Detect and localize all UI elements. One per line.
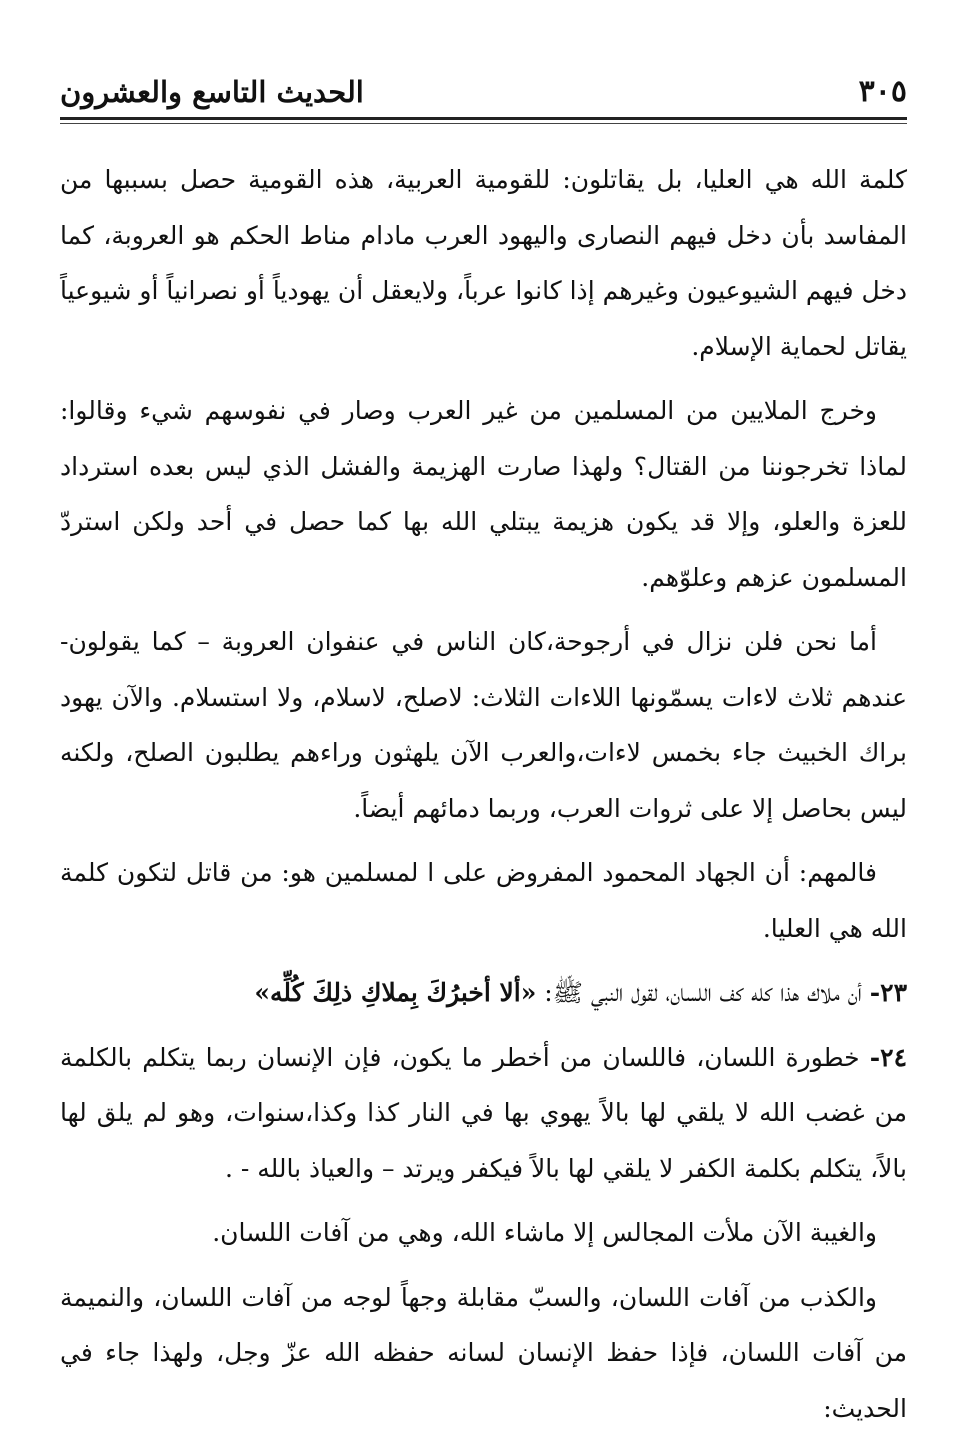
point-number: ٢٤- xyxy=(869,1042,908,1072)
header-rule xyxy=(60,117,907,125)
header-rule-thick xyxy=(60,117,907,120)
hadith-quote: «ألا أخبرُكَ بِملاكِ ذلِكَ كُلِّه» xyxy=(254,978,537,1007)
page-number: ٣٠٥ xyxy=(858,74,907,109)
paragraph-3: أما نحن فلن نزال في أرجوحة،كان الناس في عنفوان العروبة – كما يقولون- عندهم ثلاث لاءات يسمّونها اللاءات الثلاث: لاصلح، لاسلام، ولا استسلام. والآن يهود براك الخبيث جاء بخمس لاءات،والعرب الآن يلهثون وراءهم يطلبون الصلح، ولكنه ليس بحاصل إلا على ثروات العرب، وربما دمائهم أيضاً. xyxy=(60,627,907,823)
body-text xyxy=(60,152,907,1445)
numbered-point-23 xyxy=(60,965,907,1021)
paragraph-7: والغيبة الآن ملأت المجالس إلا ماشاء الله، وهي من آفات اللسان. xyxy=(212,1218,877,1247)
paragraph-1: كلمة الله هي العليا، بل يقاتلون: للقومية العربية، هذه القومية حصل بسببها من المفاسد بأن دخل فيهم النصارى واليهود العرب مادام مناط الحكم هو العروبة، كما دخل فيهم الشيوعيون وغيرهم إذا كانوا عرباً، ولايعقل أن يهودياً أو نصرانياً أو شيوعياً يقاتل لحماية الإسلام. xyxy=(60,165,907,361)
running-title: الحديث التاسع والعشرون xyxy=(60,75,364,109)
point-number: ٢٣- xyxy=(869,978,907,1007)
paragraph-8: والكذب من آفات اللسان، والسبّ مقابلة وجهاً لوجه من آفات اللسان، والنميمة من آفات اللسان، فإذا حفظ الإنسان لسانه حفظه الله عزّ وجل، ولهذا جاء في الحديث: xyxy=(60,1282,907,1423)
page-header xyxy=(60,70,907,114)
point-text: أن ملاك هذا كله كف اللسان، لقول النبي ﷺ: xyxy=(536,978,862,1007)
paragraph-4: فالمهم: أن الجهاد المحمود المفروض على ا لمسلمين هو: من قاتل لتكون كلمة الله هي العليا. xyxy=(60,858,907,943)
numbered-point-24 xyxy=(60,1030,907,1197)
paragraph-2: وخرج الملايين من المسلمين من غير العرب وصار في نفوسهم شيء وقالوا: لماذا تخرجوننا من القتال؟ ولهذا صارت الهزيمة والفشل الذي ليس بعده استرداد للعزة والعلو، وإلا قد يكون هزيمة يبتلي الله بها كما حصل في أحد ولكن استردّ المسلمون عزهم وعلوّهم. xyxy=(60,396,907,592)
header-rule-thin xyxy=(60,123,907,124)
point-text: خطورة اللسان، فاللسان من أخطر ما يكون، فإن الإنسان ربما يتكلم بالكلمة من غضب الله لا يلقي لها بالاً يهوي بها في النار كذا وكذا،سنوات، وهو لم يلق لها بالاً، يتكلم بكلمة الكفر لا يلقي لها بالاً فيكفر ويرتد – والعياذ بالله - . xyxy=(60,1042,907,1183)
